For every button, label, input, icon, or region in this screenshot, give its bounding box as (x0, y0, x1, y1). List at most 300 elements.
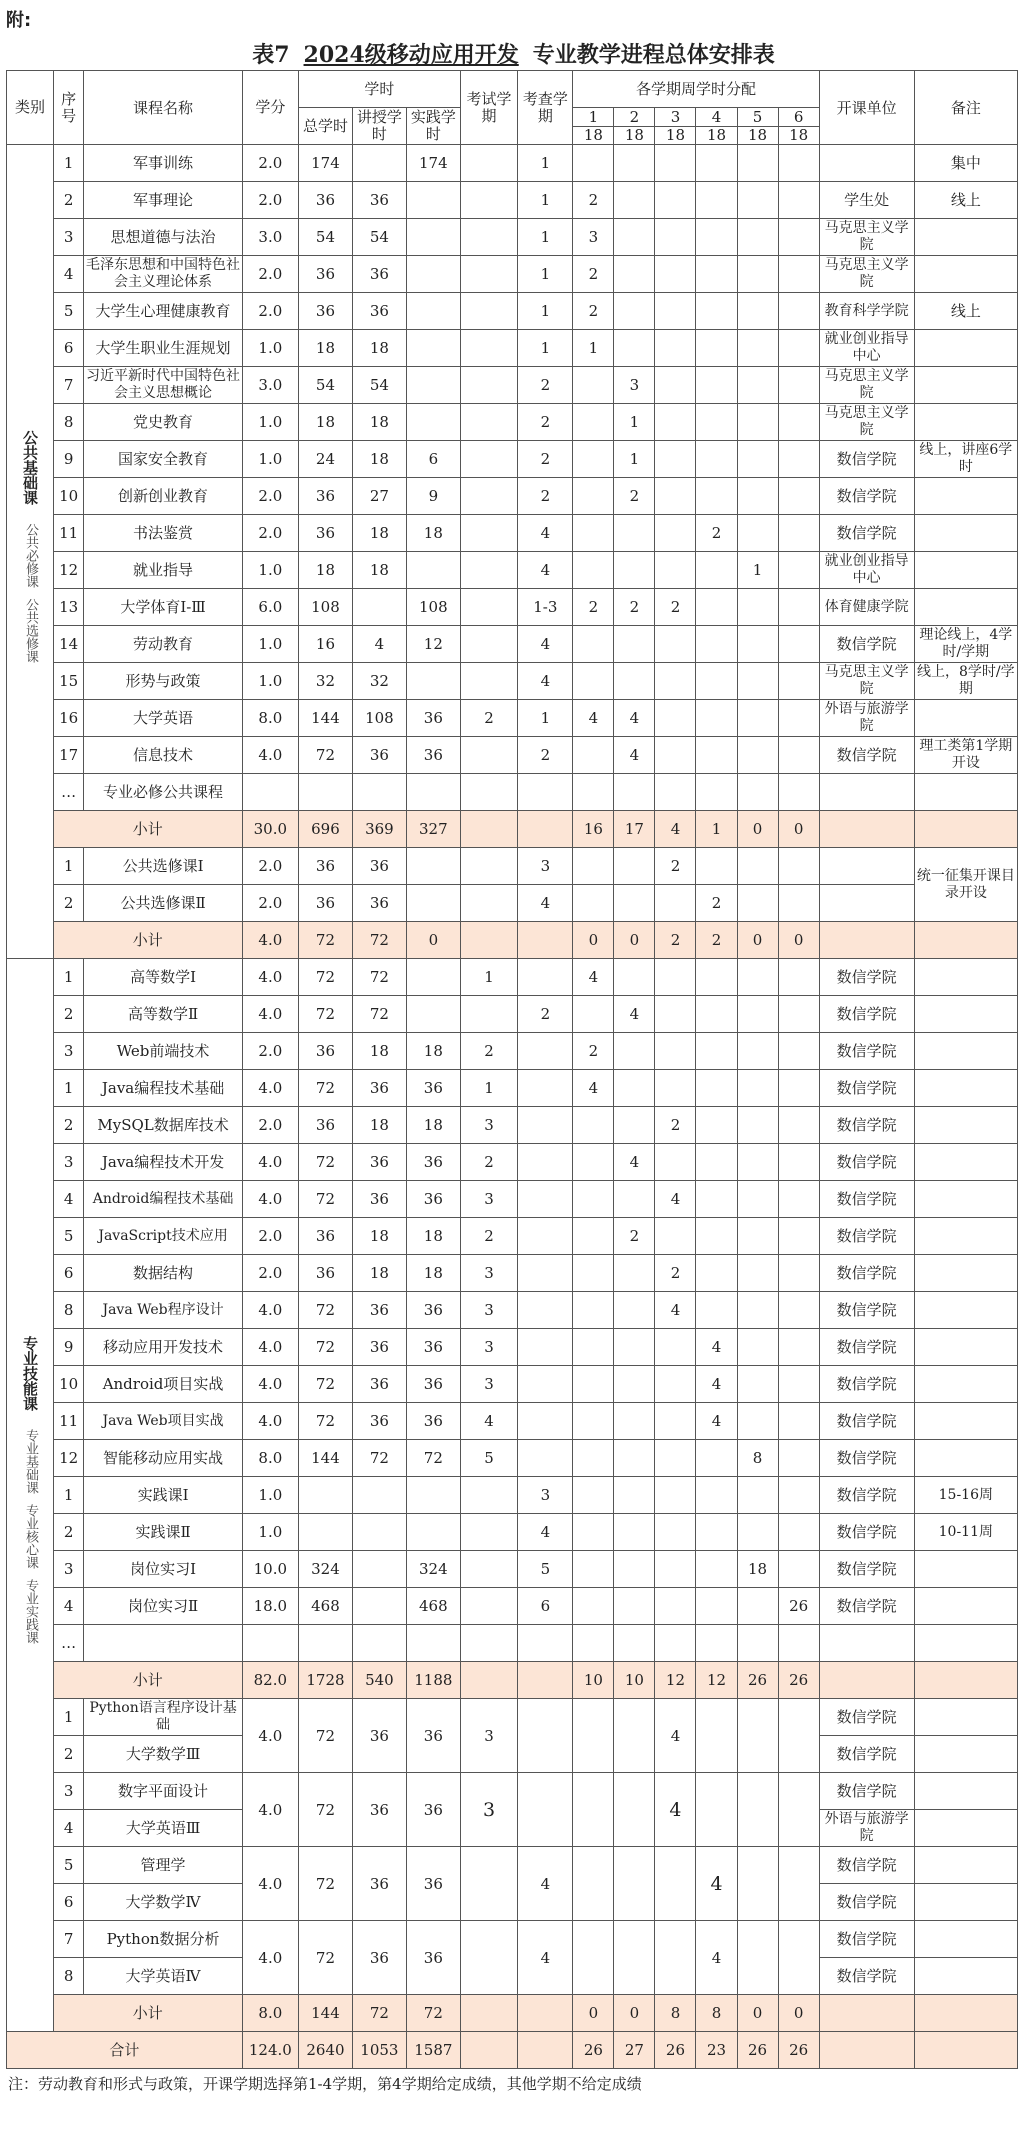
weekly-hours-cell: 1 (614, 441, 655, 478)
table-row (7, 404, 1018, 441)
total-hours-cell: 72 (298, 1070, 352, 1107)
group-practice-cell: 36 (406, 1699, 460, 1773)
weekly-hours-cell (573, 515, 614, 552)
weekly-hours-cell: 2 (573, 1033, 614, 1070)
exam-semester-cell: 2 (460, 1144, 517, 1181)
seq-cell: 13 (53, 589, 83, 626)
weekly-hours-cell (614, 1255, 655, 1292)
total-hours-cell: 54 (298, 219, 352, 256)
weekly-hours-cell: 2 (573, 589, 614, 626)
course-name-cell: 创新创业教育 (84, 478, 242, 515)
course-name-cell: 军事训练 (84, 145, 242, 182)
table-row (7, 626, 1018, 663)
practice-hours-cell: 36 (406, 1329, 460, 1366)
seq-cell: 12 (53, 552, 83, 589)
weekly-hours-cell (655, 1218, 696, 1255)
weekly-hours-cell (614, 552, 655, 589)
check-semester-cell: 3 (518, 1477, 573, 1514)
table-row (7, 885, 1018, 922)
remark-cell (914, 959, 1017, 996)
course-name-cell: MySQL数据库技术 (84, 1107, 242, 1144)
subtotal-lecture: 369 (352, 811, 406, 848)
weekly-hours-cell (696, 552, 737, 589)
weekly-hours-cell (696, 182, 737, 219)
check-semester-cell (518, 1218, 573, 1255)
subtotal-credit: 4.0 (242, 922, 298, 959)
table-row (7, 1477, 1018, 1514)
header-dept: 开课单位 (819, 71, 914, 145)
weekly-hours-cell (696, 404, 737, 441)
course-name-cell: 毛泽东思想和中国特色社会主义理论体系 (84, 256, 242, 293)
remark-cell (914, 1403, 1017, 1440)
credit-cell: 8.0 (242, 1440, 298, 1477)
subtotal-dept (819, 1995, 914, 2032)
weekly-hours-cell (655, 996, 696, 1033)
check-semester-cell: 2 (518, 367, 573, 404)
course-name-cell: 党史教育 (84, 404, 242, 441)
total-lecture: 1053 (352, 2032, 406, 2069)
weekly-hours-cell (614, 885, 655, 922)
total-hours-cell: 18 (298, 552, 352, 589)
practice-hours-cell (406, 330, 460, 367)
seq-cell: 8 (53, 1958, 83, 1995)
total-hours-cell: 144 (298, 700, 352, 737)
weekly-hours-cell (778, 478, 819, 515)
credit-cell: 18.0 (242, 1588, 298, 1625)
footnote: 注：劳动教育和形式与政策，开课学期选择第1-4学期，第4学期给定成绩，其他学期不给定成绩 (8, 2075, 642, 2093)
weekly-hours-cell (655, 515, 696, 552)
weekly-hours-cell (573, 663, 614, 700)
credit-cell: 2.0 (242, 1255, 298, 1292)
remark-cell (914, 1958, 1017, 1995)
table-row (7, 1144, 1018, 1181)
table-row (7, 811, 1018, 848)
course-name-cell: Java编程技术开发 (84, 1144, 242, 1181)
seq-cell: 4 (53, 1810, 83, 1847)
subtotal-weekly: 16 (573, 811, 614, 848)
subtotal-exam (460, 1662, 517, 1699)
course-name-cell: 高等数学Ⅰ (84, 959, 242, 996)
dept-cell: 就业创业指导中心 (819, 330, 914, 367)
weekly-hours-cell (696, 1514, 737, 1551)
weekly-hours-cell (573, 1625, 614, 1662)
weekly-hours-cell (778, 1255, 819, 1292)
total-hours-cell: 36 (298, 1255, 352, 1292)
total-hours-cell: 72 (298, 1329, 352, 1366)
weekly-hours-cell (737, 219, 778, 256)
table-row (7, 1773, 1018, 1810)
weekly-hours-cell (778, 1551, 819, 1588)
credit-cell: 2.0 (242, 848, 298, 885)
total-hours-cell: 32 (298, 663, 352, 700)
weekly-hours-cell (614, 1107, 655, 1144)
remark-cell (914, 1773, 1017, 1810)
weekly-hours-cell (737, 1514, 778, 1551)
dept-cell: 马克思主义学院 (819, 256, 914, 293)
seq-cell: 5 (53, 1218, 83, 1255)
group-total-cell: 72 (298, 1921, 352, 1995)
credit-cell: 2.0 (242, 145, 298, 182)
subtotal-remark (914, 922, 1017, 959)
group-check-cell: 4 (518, 1847, 573, 1921)
lecture-hours-cell: 27 (352, 478, 406, 515)
weekly-hours-cell (655, 1588, 696, 1625)
course-name-cell: Python语言程序设计基础 (84, 1699, 242, 1736)
practice-hours-cell (406, 256, 460, 293)
weekly-hours-cell (737, 1292, 778, 1329)
dept-cell: 教育科学学院 (819, 293, 914, 330)
weekly-hours-cell (737, 404, 778, 441)
lecture-hours-cell: 36 (352, 1070, 406, 1107)
header-semester (737, 108, 778, 145)
exam-semester-cell (460, 256, 517, 293)
check-semester-cell (518, 1033, 573, 1070)
dept-cell: 数信学院 (819, 1292, 914, 1329)
header-credit: 学分 (242, 71, 298, 145)
exam-semester-cell: 1 (460, 1070, 517, 1107)
subtotal-weekly: 10 (614, 1662, 655, 1699)
lecture-hours-cell: 36 (352, 182, 406, 219)
exam-semester-cell: 3 (460, 1329, 517, 1366)
exam-semester-cell (460, 1625, 517, 1662)
weekly-hours-cell: 2 (573, 256, 614, 293)
header-semester (573, 108, 614, 145)
weekly-hours-cell (778, 552, 819, 589)
weekly-hours-cell: 4 (573, 1070, 614, 1107)
credit-cell: 4.0 (242, 1329, 298, 1366)
credit-cell: 6.0 (242, 589, 298, 626)
weekly-hours-cell (737, 145, 778, 182)
weekly-hours-cell (614, 1921, 655, 1995)
group-sem4-cell: 4 (696, 1921, 737, 1995)
group-exam-cell (460, 1921, 517, 1995)
weekly-hours-cell (696, 700, 737, 737)
dept-cell: 马克思主义学院 (819, 404, 914, 441)
group-sem4-cell: 4 (696, 1847, 737, 1921)
weekly-hours-cell (655, 441, 696, 478)
check-semester-cell (518, 774, 573, 811)
weekly-hours-cell (655, 959, 696, 996)
total-exam (460, 2032, 517, 2069)
table-row (7, 441, 1018, 478)
total-hours-cell: 36 (298, 1107, 352, 1144)
weekly-hours-cell (737, 589, 778, 626)
subtotal-weekly: 1 (696, 811, 737, 848)
weekly-hours-cell: 2 (614, 1218, 655, 1255)
weekly-hours-cell (737, 1847, 778, 1921)
seq-cell: 2 (53, 1514, 83, 1551)
lecture-hours-cell: 108 (352, 700, 406, 737)
course-name-cell: 大学数学Ⅳ (84, 1884, 242, 1921)
practice-hours-cell (406, 293, 460, 330)
course-name-cell: 大学数学Ⅲ (84, 1736, 242, 1773)
practice-hours-cell (406, 774, 460, 811)
weekly-hours-cell (737, 1921, 778, 1995)
practice-hours-cell (406, 1477, 460, 1514)
lecture-hours-cell: 18 (352, 1218, 406, 1255)
remark-cell (914, 515, 1017, 552)
practice-hours-cell: 18 (406, 1107, 460, 1144)
weekly-hours-cell (614, 293, 655, 330)
lecture-hours-cell (352, 1588, 406, 1625)
lecture-hours-cell: 54 (352, 219, 406, 256)
lecture-hours-cell: 4 (352, 626, 406, 663)
weekly-hours-cell (655, 182, 696, 219)
weekly-hours-cell (778, 1699, 819, 1773)
total-hours-cell: 36 (298, 515, 352, 552)
exam-semester-cell (460, 552, 517, 589)
course-name-cell: Android项目实战 (84, 1366, 242, 1403)
group-lecture-cell: 36 (352, 1773, 406, 1847)
category-public-elective: 公共选修课 (22, 598, 38, 663)
lecture-hours-cell: 36 (352, 848, 406, 885)
dept-cell: 数信学院 (819, 1477, 914, 1514)
header-semester (614, 108, 655, 145)
weekly-hours-cell (696, 367, 737, 404)
weekly-hours-cell: 3 (614, 367, 655, 404)
header-remark: 备注 (914, 71, 1017, 145)
exam-semester-cell (460, 1514, 517, 1551)
table-row (7, 1440, 1018, 1477)
course-name-cell: 大学英语 (84, 700, 242, 737)
seq-cell: 2 (53, 996, 83, 1033)
total-dept (819, 2032, 914, 2069)
category-prof-core: 专业核心课 (22, 1504, 38, 1569)
weekly-hours-cell (778, 1514, 819, 1551)
weekly-hours-cell (778, 330, 819, 367)
weekly-hours-cell (696, 1292, 737, 1329)
weekly-hours-cell (655, 1366, 696, 1403)
weekly-hours-cell (614, 1292, 655, 1329)
dept-cell: 学生处 (819, 182, 914, 219)
remark-cell (914, 1329, 1017, 1366)
course-name-cell: 大学体育Ⅰ-Ⅲ (84, 589, 242, 626)
group-lecture-cell: 36 (352, 1699, 406, 1773)
dept-cell: 数信学院 (819, 1921, 914, 1958)
remark-cell: 15-16周 (914, 1477, 1017, 1514)
dept-cell: 数信学院 (819, 1255, 914, 1292)
exam-semester-cell (460, 182, 517, 219)
course-name-cell: 岗位实习Ⅰ (84, 1551, 242, 1588)
subtotal-weekly: 2 (655, 922, 696, 959)
lecture-hours-cell: 36 (352, 1292, 406, 1329)
exam-semester-cell: 1 (460, 959, 517, 996)
check-semester-cell: 4 (518, 626, 573, 663)
weekly-hours-cell (778, 1773, 819, 1847)
subtotal-weekly: 0 (614, 922, 655, 959)
subtotal-remark (914, 1662, 1017, 1699)
weekly-hours-cell (614, 959, 655, 996)
practice-hours-cell: 72 (406, 1440, 460, 1477)
weekly-hours-cell (778, 1625, 819, 1662)
semester-number: 4 (711, 107, 722, 126)
group-sem4-cell (696, 1773, 737, 1847)
total-hours-cell: 36 (298, 848, 352, 885)
weekly-hours-cell (737, 1033, 778, 1070)
subtotal-weekly: 26 (778, 1662, 819, 1699)
header-semester (696, 108, 737, 145)
weekly-hours-cell (737, 1070, 778, 1107)
exam-semester-cell (460, 404, 517, 441)
credit-cell: 4.0 (242, 1070, 298, 1107)
weekly-hours-cell (573, 1514, 614, 1551)
seq-cell: 4 (53, 1588, 83, 1625)
table-row (7, 589, 1018, 626)
check-semester-cell: 4 (518, 515, 573, 552)
weekly-hours-cell (737, 330, 778, 367)
course-name-cell (84, 1625, 242, 1662)
dept-cell: 就业创业指导中心 (819, 552, 914, 589)
table-row (7, 1921, 1018, 1958)
credit-cell: 4.0 (242, 1181, 298, 1218)
seq-cell: 6 (53, 330, 83, 367)
check-semester-cell: 4 (518, 552, 573, 589)
remark-cell (914, 1033, 1017, 1070)
check-semester-cell: 2 (518, 478, 573, 515)
weekly-hours-cell (614, 1366, 655, 1403)
weekly-hours-cell (655, 1514, 696, 1551)
table-row (7, 737, 1018, 774)
weekly-hours-cell (778, 1403, 819, 1440)
group-sem3-cell (655, 1847, 696, 1921)
lecture-hours-cell: 36 (352, 1329, 406, 1366)
weekly-hours-cell: 2 (655, 589, 696, 626)
group-sem3-cell: 4 (655, 1773, 696, 1847)
weekly-hours-cell: 4 (614, 1144, 655, 1181)
check-semester-cell: 1 (518, 145, 573, 182)
practice-hours-cell (406, 219, 460, 256)
dept-cell: 数信学院 (819, 1588, 914, 1625)
subtotal-weekly: 4 (655, 811, 696, 848)
header-weekly: 各学期周学时分配 (573, 71, 819, 108)
weekly-hours-cell (737, 959, 778, 996)
category-professional (7, 959, 54, 2032)
weekly-hours-cell (614, 1440, 655, 1477)
subtotal-total: 144 (298, 1995, 352, 2032)
weekly-hours-cell (737, 626, 778, 663)
subtotal-check (518, 1662, 573, 1699)
weekly-hours-cell (696, 330, 737, 367)
table-row (7, 1292, 1018, 1329)
table-row (7, 1662, 1018, 1699)
weekly-hours-cell (696, 293, 737, 330)
exam-semester-cell: 3 (460, 1366, 517, 1403)
weekly-hours-cell (696, 1033, 737, 1070)
weekly-hours-cell (778, 848, 819, 885)
lecture-hours-cell: 72 (352, 1440, 406, 1477)
group-check-cell: 4 (518, 1921, 573, 1995)
weekly-hours-cell: 2 (696, 885, 737, 922)
weekly-hours-cell (737, 367, 778, 404)
weekly-hours-cell (696, 1107, 737, 1144)
lecture-hours-cell: 54 (352, 367, 406, 404)
practice-hours-cell: 18 (406, 1033, 460, 1070)
weekly-hours-cell (696, 1588, 737, 1625)
total-hours-cell: 18 (298, 404, 352, 441)
group-total-cell: 72 (298, 1847, 352, 1921)
weekly-hours-cell (573, 1218, 614, 1255)
weekly-hours-cell (737, 774, 778, 811)
exam-semester-cell: 3 (460, 1107, 517, 1144)
weekly-hours-cell (778, 663, 819, 700)
weekly-hours-cell: 4 (573, 959, 614, 996)
weekly-hours-cell (614, 1625, 655, 1662)
lecture-hours-cell: 18 (352, 1107, 406, 1144)
weekly-hours-cell (614, 848, 655, 885)
practice-hours-cell: 108 (406, 589, 460, 626)
weekly-hours-cell (778, 1477, 819, 1514)
dept-cell: 数信学院 (819, 626, 914, 663)
total-remark (914, 2032, 1017, 2069)
weekly-hours-cell (737, 1699, 778, 1773)
weekly-hours-cell: 1 (573, 330, 614, 367)
weekly-hours-cell (696, 1625, 737, 1662)
dept-cell: 数信学院 (819, 1144, 914, 1181)
practice-hours-cell: 9 (406, 478, 460, 515)
weekly-hours-cell (737, 515, 778, 552)
exam-semester-cell (460, 145, 517, 182)
remark-cell (914, 700, 1017, 737)
semester-number: 6 (793, 107, 804, 126)
weekly-hours-cell (614, 1477, 655, 1514)
dept-cell: 数信学院 (819, 1366, 914, 1403)
subtotal-weekly: 2 (696, 922, 737, 959)
total-hours-cell (298, 1625, 352, 1662)
course-name-cell: 就业指导 (84, 552, 242, 589)
table-row (7, 1514, 1018, 1551)
total-hours-cell: 72 (298, 1292, 352, 1329)
course-name-cell: Java Web项目实战 (84, 1403, 242, 1440)
weekly-hours-cell (778, 293, 819, 330)
subtotal-practice: 0 (406, 922, 460, 959)
group-practice-cell: 36 (406, 1847, 460, 1921)
subtotal-weekly: 0 (737, 811, 778, 848)
weekly-hours-cell (696, 589, 737, 626)
weekly-hours-cell (655, 1625, 696, 1662)
course-name-cell: JavaScript技术应用 (84, 1218, 242, 1255)
weekly-hours-cell (696, 145, 737, 182)
total-hours-cell: 18 (298, 330, 352, 367)
weekly-hours-cell (614, 330, 655, 367)
dept-cell: 外语与旅游学院 (819, 1810, 914, 1847)
check-semester-cell (518, 1625, 573, 1662)
total-label: 合计 (7, 2032, 243, 2069)
seq-cell: 14 (53, 626, 83, 663)
weekly-hours-cell (573, 1847, 614, 1921)
dept-cell (819, 885, 914, 922)
weekly-hours-cell (737, 293, 778, 330)
weekly-hours-cell (778, 1218, 819, 1255)
table-row (7, 182, 1018, 219)
remark-cell (914, 996, 1017, 1033)
seq-cell: 3 (53, 219, 83, 256)
weekly-hours-cell (614, 1588, 655, 1625)
weekly-hours-cell (655, 700, 696, 737)
table-row (7, 330, 1018, 367)
weekly-hours-cell: 4 (614, 700, 655, 737)
category-prof-base: 专业基础课 (22, 1429, 38, 1494)
semester-number: 2 (629, 107, 640, 126)
dept-cell: 数信学院 (819, 1033, 914, 1070)
seq-cell: 7 (53, 367, 83, 404)
weekly-hours-cell (614, 1551, 655, 1588)
weekly-hours-cell (778, 515, 819, 552)
check-semester-cell: 2 (518, 996, 573, 1033)
weekly-hours-cell (737, 1218, 778, 1255)
remark-cell: 理工类第1学期开设 (914, 737, 1017, 774)
check-semester-cell: 5 (518, 1551, 573, 1588)
weekly-hours-cell (696, 996, 737, 1033)
